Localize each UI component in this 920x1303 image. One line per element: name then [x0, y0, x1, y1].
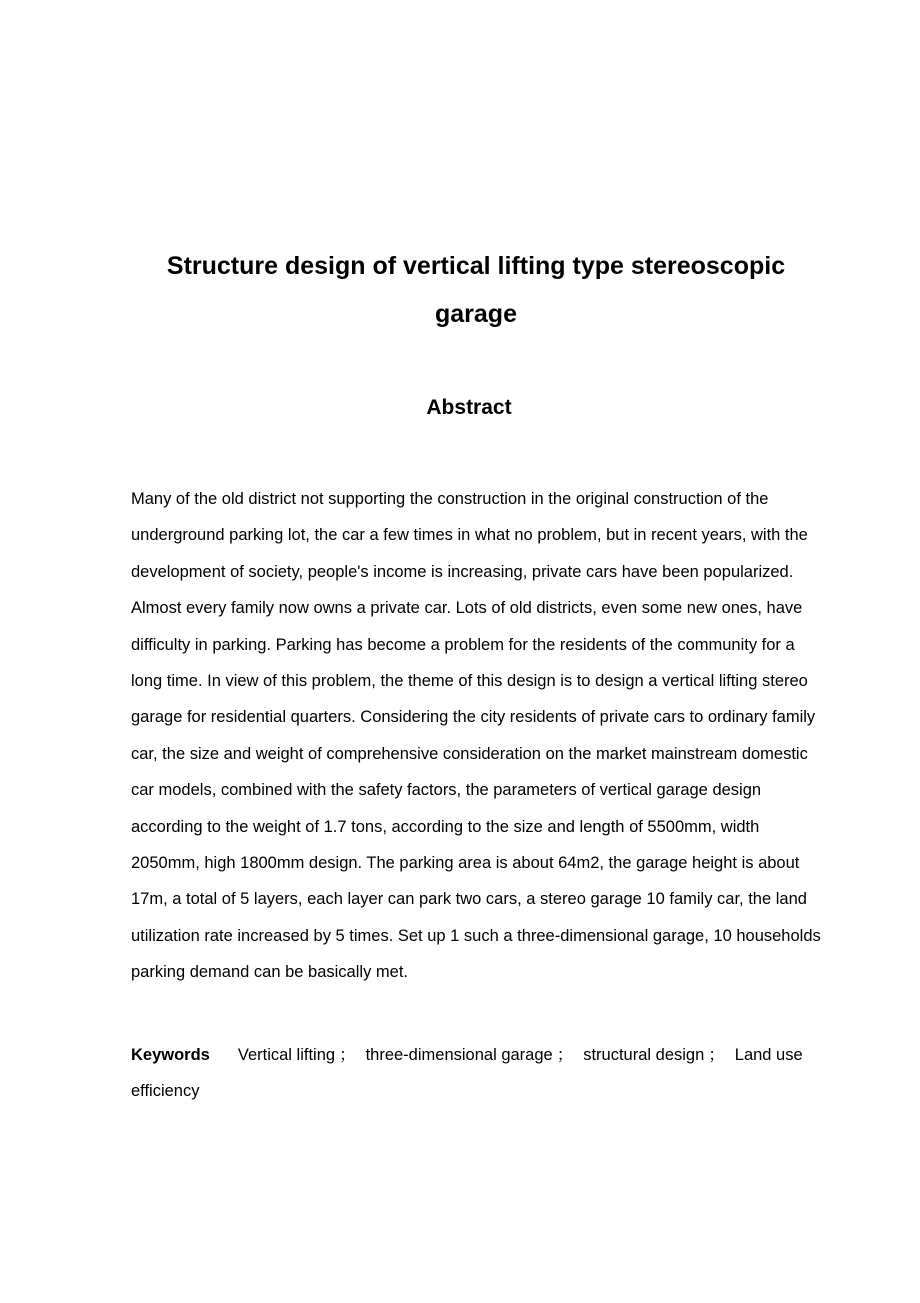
keywords-label: Keywords — [131, 1046, 210, 1064]
paper-title — [131, 242, 821, 338]
keyword-1: Vertical lifting — [237, 1046, 336, 1064]
keyword-separator: ； — [339, 1046, 356, 1064]
abstract-heading: Abstract — [426, 396, 512, 419]
paper-title-line-1: Structure design of vertical lifting type stereoscopic — [166, 252, 786, 280]
paper-title-line-2: garage — [435, 300, 517, 328]
keywords-line — [131, 1037, 821, 1110]
keyword-separator: ； — [556, 1046, 574, 1064]
keyword-separator: ； — [708, 1046, 725, 1064]
keyword-3: structural design — [583, 1046, 705, 1064]
keyword-4: Land use efficiency — [131, 1046, 803, 1101]
keyword-2: three-dimensional garage — [365, 1046, 553, 1064]
abstract-paragraph: Many of the old district not supporting the construction in the original construction of the underground parking lot, the car a few times in what no problem, but in recent years, with the development of society, people's income is increasing, private cars have been popularized. Almost every family now owns a private car. Lots of old districts, even some new ones, have difficulty in parking. Parking has become a problem for the residents of the community for a long time. In view of this problem, the theme of this design is to design a vertical lifting stereo garage for residential quarters. Considering the city residents of private cars to ordinary family car, the size and weight of comprehensive consideration on the market mainstream domestic car models, combined with the safety factors, the parameters of vertical garage design according to the weight of 1.7 tons, according to the size and length of 5500mm, width 2050mm, high 1800mm design. The parking area is about 64m2, the garage height is about 17m, a total of 5 layers, each layer can park two cars, a stereo garage 10 family car, the land utilization rate increased by 5 times. Set up 1 such a three-dimensional garage, 10 households parking demand can be basically met. — [131, 490, 821, 982]
